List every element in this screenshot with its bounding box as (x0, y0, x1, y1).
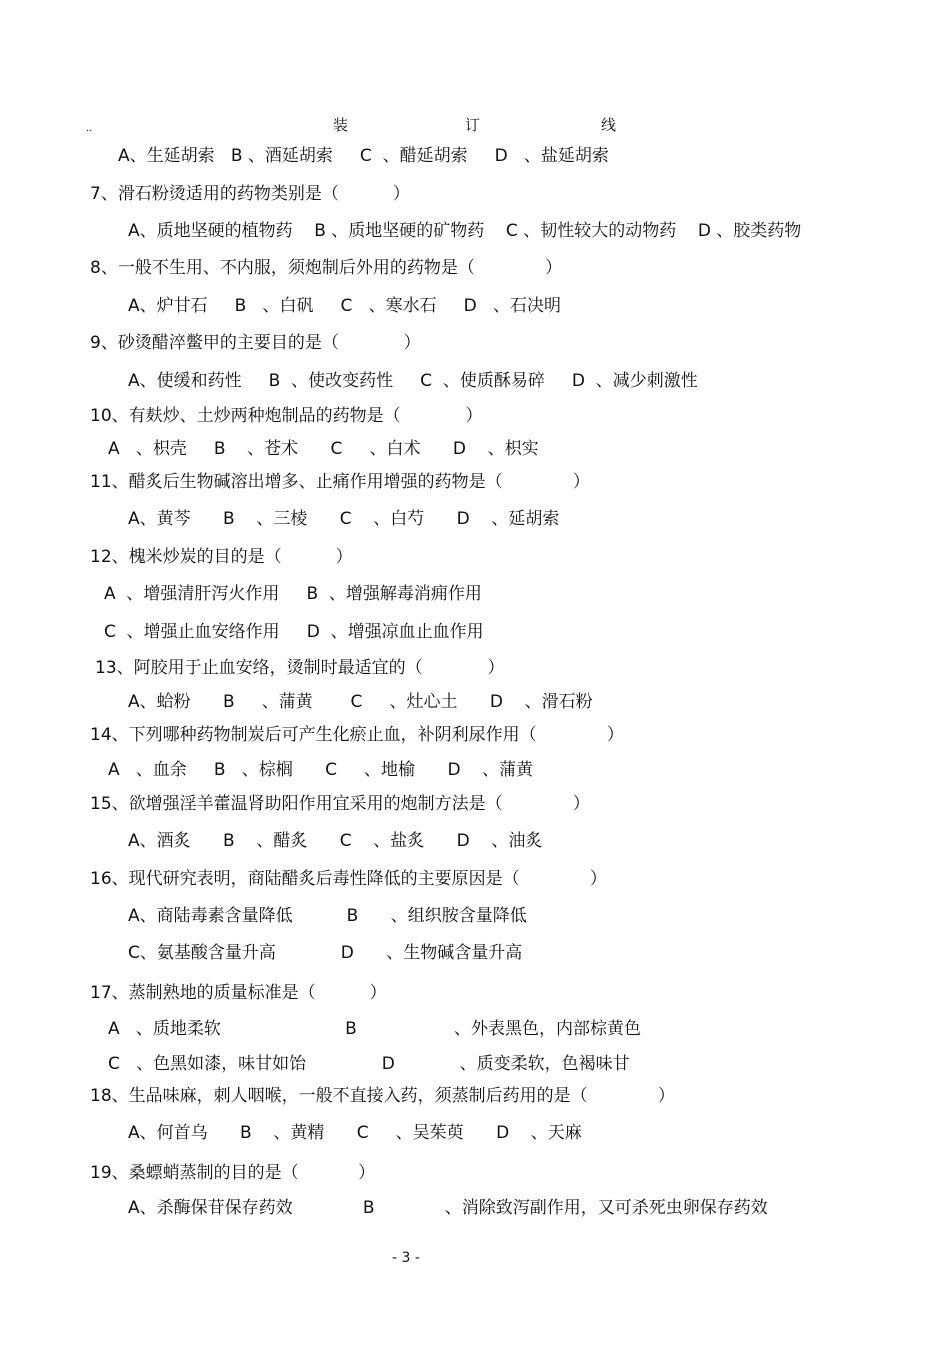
question-12: 12、槐米炒炭的目的是（ ） (90, 547, 353, 567)
binding-label-3: 线 (601, 116, 617, 134)
options-q16-cd: C、氨基酸含量升高 D 、生物碱含量升高 (128, 943, 523, 963)
question-14: 14、下列哪种药物制炭后可产生化瘀止血，补阴利尿作用（ ） (90, 725, 624, 745)
options-q9: A、使缓和药性 B 、使改变药性 C 、使质酥易碎 D 、减少刺激性 (128, 371, 698, 391)
question-18: 18、生品味麻，刺人咽喉，一般不直接入药，须蒸制后药用的是（ ） (90, 1086, 675, 1106)
options-q15: A、酒炙 B 、醋炙 C 、盐炙 D 、油炙 (128, 831, 543, 851)
options-q16-ab: A、商陆毒素含量降低 B 、组织胺含量降低 (128, 906, 527, 926)
options-q8: A、炉甘石 B 、白矾 C 、寒水石 D 、石决明 (128, 296, 561, 316)
options-q17-ab: A 、质地柔软 B 、外表黑色，内部棕黄色 (108, 1019, 642, 1039)
options-q14: A 、血余 B 、棕榈 C 、地榆 D 、蒲黄 (108, 760, 534, 780)
question-9: 9、砂烫醋淬鳖甲的主要目的是（ ） (90, 333, 421, 353)
question-13: 13、阿胶用于止血安络，烫制时最适宜的（ ） (95, 658, 505, 678)
question-10: 10、有麸炒、土炒两种炮制品的药物是（ ） (90, 406, 483, 426)
question-7: 7、滑石粉烫适用的药物类别是（ ） (90, 184, 410, 204)
options-q12-ab: A 、增强清肝泻火作用 B 、增强解毒消痈作用 (104, 584, 482, 604)
question-11: 11、醋炙后生物碱溶出增多、止痛作用增强的药物是（ ） (90, 472, 590, 492)
options-q7: A、质地坚硬的植物药 B 、质地坚硬的矿物药 C 、韧性较大的动物药 D 、胶类药物 (128, 221, 802, 241)
options-q17-cd: C 、色黑如漆，味甘如饴 D 、质变柔软，色褐味甘 (108, 1054, 630, 1074)
options-q12-cd: C 、增强止血安络作用 D 、增强凉血止血作用 (104, 622, 484, 642)
page-number: - 3 - (392, 1250, 420, 1266)
options-q6: A、生延胡索 B 、酒延胡索 C 、醋延胡索 D 、盐延胡索 (118, 146, 609, 166)
options-q11: A、黄芩 B 、三棱 C 、白芍 D 、延胡索 (128, 509, 560, 529)
question-17: 17、蒸制熟地的质量标准是（ ） (90, 983, 387, 1003)
question-15: 15、欲增强淫羊藿温肾助阳作用宜采用的炮制方法是（ ） (90, 794, 590, 814)
binding-label-2: 订 (465, 116, 481, 134)
options-q19: A、杀酶保苷保存药效 B 、消除致泻副作用，又可杀死虫卵保存药效 (128, 1198, 768, 1218)
binding-label-1: 装 (333, 116, 349, 134)
question-8: 8、一般不生用、不内服，须炮制后外用的药物是（ ） (90, 258, 563, 278)
question-16: 16、现代研究表明，商陆醋炙后毒性降低的主要原因是（ ） (90, 869, 607, 889)
options-q18: A、何首乌 B 、黄精 C 、吴茱萸 D 、天麻 (128, 1123, 582, 1143)
corner-mark: ·· (86, 126, 93, 137)
options-q10: A 、枳壳 B 、苍术 C 、白术 D 、枳实 (108, 439, 539, 459)
question-19: 19、桑螵蛸蒸制的目的是（ ） (90, 1163, 376, 1183)
options-q13: A、蛤粉 B 、蒲黄 C 、灶心土 D 、滑石粉 (128, 692, 593, 712)
